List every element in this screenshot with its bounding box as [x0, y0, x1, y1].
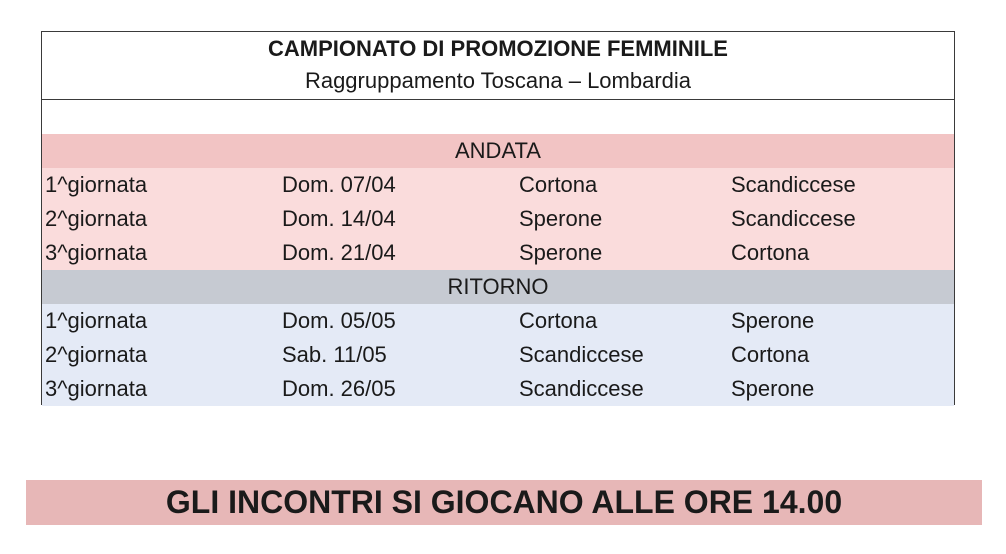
table-row [42, 338, 954, 372]
empty-row [42, 100, 954, 134]
table-row [42, 236, 954, 270]
date-cell: Dom. 07/04 [282, 172, 396, 197]
giornata-cell: 2^giornata [45, 342, 148, 367]
page-subtitle: Raggruppamento Toscana – Lombardia [304, 68, 692, 93]
table-row [42, 202, 954, 236]
home-team-cell: Sperone [519, 206, 603, 231]
home-team-cell: Scandiccese [519, 342, 644, 367]
page-title: CAMPIONATO DI PROMOZIONE FEMMINILE [268, 36, 728, 61]
section-header-andata: ANDATA [42, 134, 954, 168]
home-team-cell: Scandiccese [519, 376, 644, 401]
date-cell: Dom. 26/05 [282, 376, 396, 401]
section-header-ritorno: RITORNO [42, 270, 954, 304]
home-team-cell: Cortona [519, 172, 598, 197]
table-row [42, 372, 954, 406]
away-team-cell: Scandiccese [731, 206, 856, 231]
table-row [42, 304, 954, 338]
date-cell: Dom. 21/04 [282, 240, 396, 265]
away-team-cell: Sperone [731, 308, 815, 333]
giornata-cell: 3^giornata [45, 240, 148, 265]
date-cell: Dom. 14/04 [282, 206, 396, 231]
date-cell: Dom. 05/05 [282, 308, 396, 333]
giornata-cell: 2^giornata [45, 206, 148, 231]
away-team-cell: Cortona [731, 342, 810, 367]
home-team-cell: Sperone [519, 240, 603, 265]
giornata-cell: 1^giornata [45, 172, 148, 197]
away-team-cell: Cortona [731, 240, 810, 265]
giornata-cell: 1^giornata [45, 308, 148, 333]
away-team-cell: Scandiccese [731, 172, 856, 197]
notice-banner: GLI INCONTRI SI GIOCANO ALLE ORE 14.00 [26, 480, 982, 525]
giornata-cell: 3^giornata [45, 376, 148, 401]
away-team-cell: Sperone [731, 376, 815, 401]
table-row [42, 168, 954, 202]
schedule-table [41, 31, 955, 405]
date-cell: Sab. 11/05 [282, 342, 387, 367]
table-header [42, 32, 954, 100]
home-team-cell: Cortona [519, 308, 598, 333]
